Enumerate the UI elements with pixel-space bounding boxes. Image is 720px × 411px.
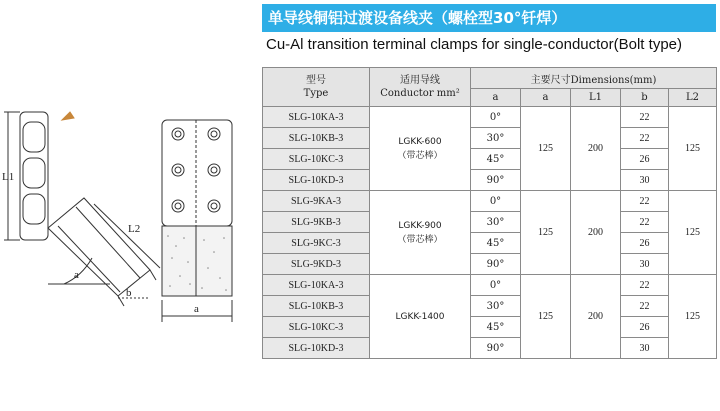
- table-row: [263, 254, 717, 275]
- table-row: [263, 107, 717, 128]
- sub-header-l2: L2: [669, 89, 717, 107]
- conductor-header-en: Conductor mm²: [380, 88, 460, 99]
- type-cell: SLG-10KD-3: [263, 170, 370, 191]
- b-cell: 26: [621, 149, 669, 170]
- table-row: [263, 149, 717, 170]
- b-cell: 30: [621, 254, 669, 275]
- type-cell: SLG-9KD-3: [263, 254, 370, 275]
- title-english: Cu-Al transition terminal clamps for single-conductor(Bolt type): [266, 36, 682, 53]
- type-cell: SLG-10KB-3: [263, 128, 370, 149]
- l2-cell: 125: [669, 107, 717, 191]
- angle-cell: 0°: [471, 107, 521, 128]
- type-cell: SLG-10KC-3: [263, 149, 370, 170]
- table-row: [263, 338, 717, 359]
- width-a-label: a: [194, 303, 199, 315]
- angle-cell: 45°: [471, 317, 521, 338]
- sub-header-a: a: [521, 89, 571, 107]
- angle-cell: 30°: [471, 212, 521, 233]
- side-view-drawing: [4, 112, 160, 306]
- type-header-en: Type: [303, 88, 329, 99]
- sub-header-angle: a: [471, 89, 521, 107]
- conductor-header: [370, 68, 471, 107]
- table-row: [263, 170, 717, 191]
- type-cell: SLG-9KB-3: [263, 212, 370, 233]
- sub-header-l1: L1: [571, 89, 621, 107]
- angle-cell: 45°: [471, 149, 521, 170]
- angle-cell: 0°: [471, 191, 521, 212]
- b-label: b: [126, 287, 132, 299]
- angle-cell: 45°: [471, 233, 521, 254]
- l2-label: L2: [128, 223, 141, 235]
- conductor-name: LGKK-600: [398, 136, 442, 147]
- l1-cell: 200: [571, 191, 621, 275]
- conductor-name: LGKK-900: [398, 220, 442, 231]
- conductor-note: （带芯棒）: [397, 234, 443, 245]
- type-header-cn: 型号: [306, 75, 326, 86]
- type-cell: SLG-9KC-3: [263, 233, 370, 254]
- b-cell: 22: [621, 296, 669, 317]
- conductor-cell: [370, 107, 471, 191]
- type-cell: SLG-10KB-3: [263, 296, 370, 317]
- conductor-header-cn: 适用导线: [400, 75, 440, 86]
- l1-cell: 200: [571, 275, 621, 359]
- angle-cell: 90°: [471, 170, 521, 191]
- l1-cell: 200: [571, 107, 621, 191]
- type-header: [263, 68, 370, 107]
- b-cell: 22: [621, 128, 669, 149]
- angle-cell: 90°: [471, 254, 521, 275]
- conductor-cell: [370, 275, 471, 359]
- angle-cell: 0°: [471, 275, 521, 296]
- type-cell: SLG-10KA-3: [263, 275, 370, 296]
- table-row: [263, 191, 717, 212]
- table-row: [263, 233, 717, 254]
- b-cell: 22: [621, 212, 669, 233]
- table-row: [263, 296, 717, 317]
- angle-cell: 30°: [471, 296, 521, 317]
- b-cell: 26: [621, 317, 669, 338]
- b-cell: 26: [621, 233, 669, 254]
- type-cell: SLG-10KD-3: [263, 338, 370, 359]
- conductor-cell: [370, 191, 471, 275]
- a-cell: 125: [521, 191, 571, 275]
- technical-drawings: [0, 0, 262, 411]
- b-cell: 22: [621, 191, 669, 212]
- front-view-drawing: [162, 120, 232, 322]
- type-cell: SLG-10KA-3: [263, 107, 370, 128]
- l1-label: L1: [2, 171, 15, 183]
- angle-cell: 90°: [471, 338, 521, 359]
- table-row: [263, 317, 717, 338]
- table-row: [263, 275, 717, 296]
- table-row: [263, 212, 717, 233]
- angle-a-label: a: [74, 269, 79, 281]
- b-cell: 30: [621, 338, 669, 359]
- l2-cell: 125: [669, 191, 717, 275]
- angle-cell: 30°: [471, 128, 521, 149]
- dimensions-table: [262, 67, 717, 359]
- l2-cell: 125: [669, 275, 717, 359]
- b-cell: 22: [621, 275, 669, 296]
- type-cell: SLG-9KA-3: [263, 191, 370, 212]
- table-row: [263, 128, 717, 149]
- title-chinese: 单导线铜铝过渡设备线夹（螺栓型30°钎焊）: [262, 4, 716, 32]
- conductor-name: LGKK-1400: [395, 311, 445, 322]
- dimensions-header: 主要尺寸Dimensions(mm): [471, 68, 717, 89]
- a-cell: 125: [521, 107, 571, 191]
- conductor-note: （带芯棒）: [397, 150, 443, 161]
- a-cell: 125: [521, 275, 571, 359]
- b-cell: 30: [621, 170, 669, 191]
- type-cell: SLG-10KC-3: [263, 317, 370, 338]
- sub-header-b: b: [621, 89, 669, 107]
- b-cell: 22: [621, 107, 669, 128]
